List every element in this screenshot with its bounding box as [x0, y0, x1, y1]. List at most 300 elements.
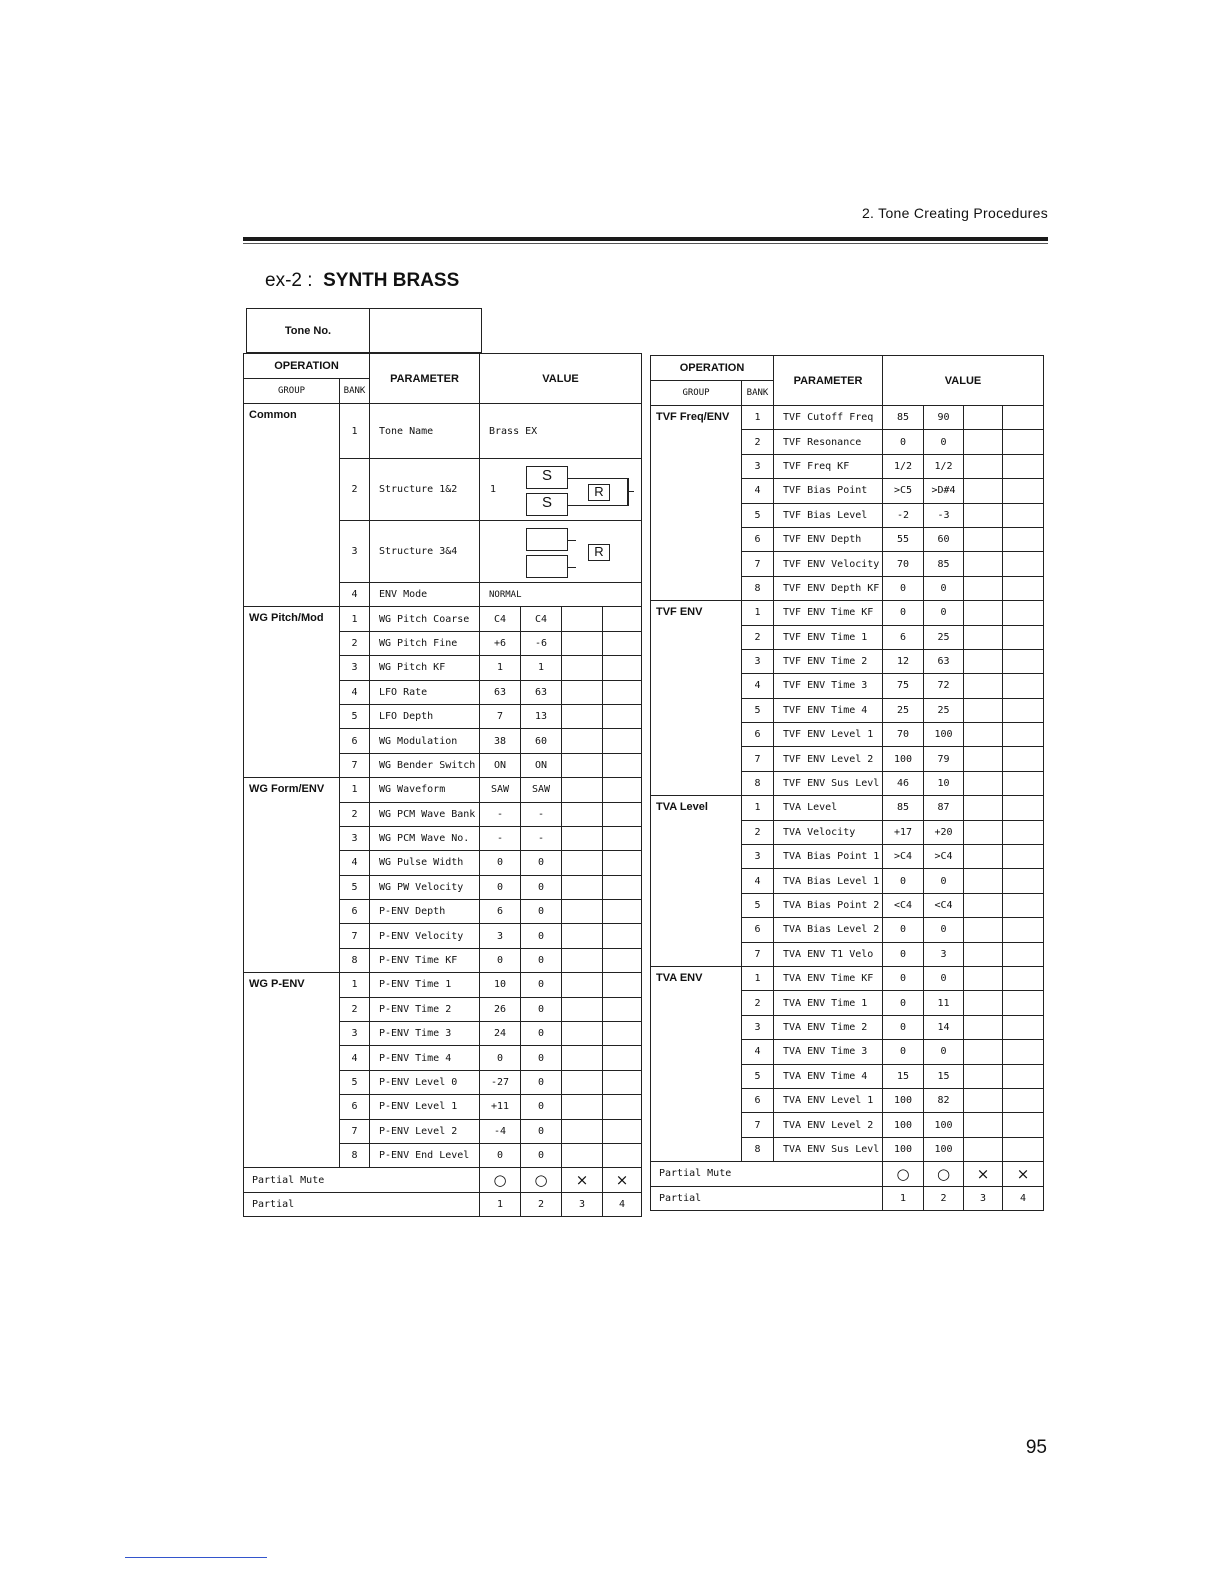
value-partial-1[interactable]: 0: [480, 1046, 521, 1070]
value-partial-3[interactable]: [562, 753, 603, 777]
value-partial-4[interactable]: [1003, 1088, 1044, 1112]
bank-cell: 2: [742, 625, 774, 649]
value-partial-1[interactable]: 46: [883, 771, 924, 795]
value-partial-4[interactable]: [1003, 869, 1044, 893]
value-partial-1[interactable]: 12: [883, 649, 924, 673]
value-partial-2[interactable]: 0: [521, 997, 562, 1021]
value-partial-3[interactable]: [964, 1088, 1003, 1112]
value-partial-2[interactable]: 0: [521, 1046, 562, 1070]
value-partial-4[interactable]: [603, 900, 642, 924]
bank-cell: 1: [742, 966, 774, 990]
value-partial-4[interactable]: [1003, 918, 1044, 942]
value-partial-1[interactable]: 100: [883, 1113, 924, 1137]
bank-cell: 7: [742, 552, 774, 576]
value-partial-2[interactable]: 100: [924, 1137, 964, 1161]
value-partial-2[interactable]: 0: [521, 1095, 562, 1119]
value-partial-1[interactable]: 63: [480, 680, 521, 704]
value-partial-1[interactable]: 100: [883, 747, 924, 771]
value-partial-3[interactable]: [562, 1046, 603, 1070]
param-cell: WG PCM Wave Bank: [370, 802, 480, 826]
value-partial-1[interactable]: -27: [480, 1070, 521, 1094]
structure-box-s-bottom: S: [526, 493, 568, 516]
partial-mute-toggle[interactable]: ○: [883, 1162, 924, 1186]
value-partial-3[interactable]: [562, 973, 603, 997]
value-partial-1[interactable]: 0: [883, 601, 924, 625]
value-partial-2[interactable]: 1: [521, 656, 562, 680]
value-partial-2[interactable]: 60: [521, 729, 562, 753]
value-partial-3[interactable]: [964, 771, 1003, 795]
partial-number: 1: [480, 1192, 521, 1216]
value-partial-2[interactable]: 0: [521, 924, 562, 948]
param-cell: TVA Bias Point 1: [774, 845, 883, 869]
value-partial-4[interactable]: [603, 778, 642, 802]
value-partial-4[interactable]: [1003, 1040, 1044, 1064]
value-partial-1[interactable]: 100: [883, 1088, 924, 1112]
value-partial-3[interactable]: [964, 966, 1003, 990]
value-partial-2[interactable]: 1/2: [924, 454, 964, 478]
value-partial-3[interactable]: [964, 649, 1003, 673]
param-cell: WG PW Velocity: [370, 875, 480, 899]
structure-connector: [568, 567, 576, 569]
value-partial-2[interactable]: <C4: [924, 893, 964, 917]
param-cell: P-ENV Velocity: [370, 924, 480, 948]
value-partial-3[interactable]: [964, 674, 1003, 698]
bank-cell: 1: [742, 601, 774, 625]
value-partial-1[interactable]: 70: [883, 723, 924, 747]
value-partial-4[interactable]: [603, 631, 642, 655]
partial-mute-toggle[interactable]: ×: [603, 1168, 642, 1192]
partial-mute-toggle[interactable]: ×: [964, 1162, 1003, 1186]
value-partial-4[interactable]: [1003, 1015, 1044, 1039]
value-partial-4[interactable]: [1003, 1064, 1044, 1088]
value-partial-2[interactable]: 0: [521, 900, 562, 924]
value-partial-2[interactable]: -: [521, 826, 562, 850]
value-partial-4[interactable]: [603, 607, 642, 631]
parameter-header: PARAMETER: [370, 354, 480, 404]
param-cell: P-ENV Time KF: [370, 948, 480, 972]
bank-cell: 1: [742, 406, 774, 430]
value-partial-4[interactable]: [1003, 479, 1044, 503]
value-partial-3[interactable]: [562, 729, 603, 753]
value-partial-1[interactable]: 6: [480, 900, 521, 924]
value-partial-4[interactable]: [1003, 698, 1044, 722]
value-partial-1[interactable]: -4: [480, 1119, 521, 1143]
bank-cell: 8: [742, 1137, 774, 1161]
value-partial-3[interactable]: [964, 479, 1003, 503]
value-partial-2[interactable]: >D#4: [924, 479, 964, 503]
value-partial-3[interactable]: [964, 820, 1003, 844]
value-partial-1[interactable]: 10: [480, 973, 521, 997]
value-partial-1[interactable]: 0: [883, 991, 924, 1015]
value-partial-2[interactable]: 90: [924, 406, 964, 430]
value-partial-2[interactable]: 3: [924, 942, 964, 966]
bank-cell: 5: [742, 503, 774, 527]
value-partial-4[interactable]: [603, 1119, 642, 1143]
value-partial-3[interactable]: [964, 454, 1003, 478]
value-partial-1[interactable]: 1/2: [883, 454, 924, 478]
partial-mute-toggle[interactable]: ○: [480, 1168, 521, 1192]
param-cell: TVA ENV Level 1: [774, 1088, 883, 1112]
value-partial-4[interactable]: [603, 656, 642, 680]
value-partial-1[interactable]: ON: [480, 753, 521, 777]
value-partial-3[interactable]: [964, 698, 1003, 722]
partial-number: 4: [603, 1192, 642, 1216]
param-cell: TVF Cutoff Freq: [774, 406, 883, 430]
structure-connector: [628, 491, 634, 493]
bank-cell: 6: [340, 900, 370, 924]
value-partial-4[interactable]: [1003, 723, 1044, 747]
value-partial-4[interactable]: [1003, 1137, 1044, 1161]
footer-link-line: [125, 1557, 267, 1558]
value-partial-2[interactable]: 85: [924, 552, 964, 576]
partial-mute-toggle[interactable]: ○: [521, 1168, 562, 1192]
value-partial-1[interactable]: 26: [480, 997, 521, 1021]
value-partial-3[interactable]: [964, 430, 1003, 454]
param-cell: WG PCM Wave No.: [370, 826, 480, 850]
value-partial-4[interactable]: [1003, 527, 1044, 551]
value-partial-1[interactable]: -: [480, 826, 521, 850]
bank-cell: 8: [340, 1143, 370, 1167]
value-partial-2[interactable]: 0: [521, 1070, 562, 1094]
group-header: GROUP: [651, 381, 742, 406]
value-partial-2[interactable]: 11: [924, 991, 964, 1015]
value-partial-3[interactable]: [562, 607, 603, 631]
value-partial-3[interactable]: [562, 826, 603, 850]
value-partial-3[interactable]: [562, 1070, 603, 1094]
value-partial-3[interactable]: [964, 918, 1003, 942]
value-partial-2[interactable]: 0: [924, 869, 964, 893]
value-partial-3[interactable]: [562, 875, 603, 899]
value-partial-1[interactable]: 38: [480, 729, 521, 753]
chapter-title: 2. Tone Creating Procedures: [861, 205, 1048, 221]
value-partial-4[interactable]: [603, 948, 642, 972]
structure-connector: [568, 505, 628, 507]
value-partial-4[interactable]: [1003, 771, 1044, 795]
bank-cell: 5: [340, 704, 370, 728]
value-partial-2[interactable]: 0: [521, 1119, 562, 1143]
value-partial-1[interactable]: 0: [883, 942, 924, 966]
value-partial-1[interactable]: +6: [480, 631, 521, 655]
value-partial-1[interactable]: 0: [883, 966, 924, 990]
value-partial-3[interactable]: [562, 924, 603, 948]
param-cell: WG Pulse Width: [370, 851, 480, 875]
value-header: VALUE: [480, 354, 642, 404]
bank-cell: 3: [742, 649, 774, 673]
value-partial-1[interactable]: 0: [883, 576, 924, 600]
value-partial-3[interactable]: [562, 1095, 603, 1119]
value-partial-3[interactable]: [562, 1143, 603, 1167]
param-cell: TVA ENV T1 Velo: [774, 942, 883, 966]
group-common: Common: [244, 404, 340, 607]
value-partial-4[interactable]: [603, 1143, 642, 1167]
env-mode-value[interactable]: NORMAL: [480, 583, 642, 607]
value-partial-4[interactable]: [1003, 893, 1044, 917]
value-partial-1[interactable]: +17: [883, 820, 924, 844]
table-row: [651, 966, 1044, 990]
value-partial-2[interactable]: 0: [521, 1022, 562, 1046]
value-partial-2[interactable]: 0: [521, 875, 562, 899]
value-partial-4[interactable]: [603, 1022, 642, 1046]
param-cell: TVA ENV Time 2: [774, 1015, 883, 1039]
value-partial-1[interactable]: 0: [883, 918, 924, 942]
structure-12-value[interactable]: [480, 459, 642, 521]
value-partial-4[interactable]: [1003, 1113, 1044, 1137]
value-partial-1[interactable]: 6: [883, 625, 924, 649]
tone-name-value[interactable]: Brass EX: [480, 404, 642, 459]
bank-cell: 4: [742, 674, 774, 698]
value-partial-3[interactable]: [562, 948, 603, 972]
value-partial-1[interactable]: 75: [883, 674, 924, 698]
param-cell: TVF ENV Time 2: [774, 649, 883, 673]
value-partial-3[interactable]: [964, 503, 1003, 527]
value-partial-4[interactable]: [1003, 845, 1044, 869]
bank-cell: 5: [742, 698, 774, 722]
value-partial-4[interactable]: [1003, 942, 1044, 966]
group-label: WG P-ENV: [244, 973, 340, 1168]
value-partial-2[interactable]: -3: [924, 503, 964, 527]
value-partial-4[interactable]: [603, 1046, 642, 1070]
value-partial-2[interactable]: 63: [521, 680, 562, 704]
value-partial-4[interactable]: [1003, 430, 1044, 454]
value-partial-4[interactable]: [603, 826, 642, 850]
value-partial-3[interactable]: [562, 1022, 603, 1046]
value-partial-3[interactable]: [562, 851, 603, 875]
value-partial-3[interactable]: [562, 680, 603, 704]
value-partial-1[interactable]: -2: [883, 503, 924, 527]
value-partial-1[interactable]: 25: [883, 698, 924, 722]
value-partial-1[interactable]: 0: [883, 430, 924, 454]
value-partial-2[interactable]: 63: [924, 649, 964, 673]
partial-mute-toggle[interactable]: ×: [1003, 1162, 1044, 1186]
value-partial-4[interactable]: [603, 704, 642, 728]
partial-number: 3: [964, 1186, 1003, 1210]
value-partial-1[interactable]: 0: [480, 875, 521, 899]
value-partial-2[interactable]: ON: [521, 753, 562, 777]
value-partial-3[interactable]: [562, 802, 603, 826]
value-partial-2[interactable]: 0: [924, 1040, 964, 1064]
partial-number: 1: [883, 1186, 924, 1210]
value-partial-1[interactable]: 1: [480, 656, 521, 680]
value-partial-2[interactable]: 0: [924, 601, 964, 625]
value-partial-4[interactable]: [603, 875, 642, 899]
value-partial-3[interactable]: [964, 893, 1003, 917]
value-partial-3[interactable]: [964, 625, 1003, 649]
value-partial-1[interactable]: >C5: [883, 479, 924, 503]
value-partial-1[interactable]: -: [480, 802, 521, 826]
value-partial-2[interactable]: +20: [924, 820, 964, 844]
value-partial-4[interactable]: [1003, 796, 1044, 820]
value-partial-4[interactable]: [603, 851, 642, 875]
value-partial-3[interactable]: [964, 869, 1003, 893]
section-title: [265, 270, 459, 292]
header-rule: [243, 237, 1048, 241]
value-partial-1[interactable]: 7: [480, 704, 521, 728]
partial-mute-toggle[interactable]: ×: [562, 1168, 603, 1192]
value-partial-3[interactable]: [964, 576, 1003, 600]
value-partial-2[interactable]: 0: [521, 948, 562, 972]
value-partial-1[interactable]: >C4: [883, 845, 924, 869]
bank-cell: 6: [340, 729, 370, 753]
value-partial-2[interactable]: 0: [521, 851, 562, 875]
value-partial-2[interactable]: 87: [924, 796, 964, 820]
value-partial-1[interactable]: 0: [883, 869, 924, 893]
value-partial-4[interactable]: [1003, 649, 1044, 673]
value-partial-2[interactable]: 0: [924, 918, 964, 942]
value-partial-4[interactable]: [1003, 503, 1044, 527]
left-parameter-table: [243, 353, 642, 1217]
value-partial-1[interactable]: SAW: [480, 778, 521, 802]
value-partial-3[interactable]: [964, 845, 1003, 869]
value-partial-4[interactable]: [1003, 991, 1044, 1015]
value-partial-1[interactable]: 15: [883, 1064, 924, 1088]
value-partial-3[interactable]: [562, 656, 603, 680]
operation-header: OPERATION: [651, 356, 774, 381]
value-partial-4[interactable]: [1003, 966, 1044, 990]
value-partial-3[interactable]: [562, 1119, 603, 1143]
value-partial-3[interactable]: [964, 747, 1003, 771]
value-partial-1[interactable]: 0: [883, 1040, 924, 1064]
value-partial-1[interactable]: 0: [480, 948, 521, 972]
value-partial-4[interactable]: [603, 1095, 642, 1119]
value-partial-4[interactable]: [1003, 674, 1044, 698]
param-cell: TVA Bias Point 2: [774, 893, 883, 917]
value-partial-4[interactable]: [1003, 625, 1044, 649]
value-partial-2[interactable]: 60: [924, 527, 964, 551]
group-label: TVA Level: [651, 796, 742, 967]
value-partial-4[interactable]: [603, 997, 642, 1021]
value-partial-2[interactable]: 72: [924, 674, 964, 698]
value-partial-2[interactable]: -: [521, 802, 562, 826]
value-partial-1[interactable]: 100: [883, 1137, 924, 1161]
table-row: [244, 778, 642, 802]
bank-cell: 1: [340, 973, 370, 997]
value-partial-1[interactable]: 85: [883, 796, 924, 820]
tone-no-label: Tone No.: [247, 309, 370, 353]
param-cell: P-ENV Time 3: [370, 1022, 480, 1046]
value-partial-3[interactable]: [562, 997, 603, 1021]
value-partial-3[interactable]: [964, 723, 1003, 747]
param-cell: TVA Bias Level 1: [774, 869, 883, 893]
value-partial-2[interactable]: 100: [924, 723, 964, 747]
value-partial-3[interactable]: [562, 704, 603, 728]
value-partial-3[interactable]: [964, 552, 1003, 576]
value-partial-2[interactable]: 14: [924, 1015, 964, 1039]
value-partial-3[interactable]: [964, 1113, 1003, 1137]
value-partial-1[interactable]: 70: [883, 552, 924, 576]
partial-mute-toggle[interactable]: ○: [924, 1162, 964, 1186]
partial-mute-row: [244, 1168, 642, 1192]
value-partial-4[interactable]: [1003, 576, 1044, 600]
value-partial-4[interactable]: [603, 680, 642, 704]
value-partial-1[interactable]: C4: [480, 607, 521, 631]
bank-cell: 6: [742, 1088, 774, 1112]
value-partial-1[interactable]: 0: [883, 1015, 924, 1039]
value-partial-1[interactable]: 85: [883, 406, 924, 430]
value-partial-2[interactable]: 0: [521, 973, 562, 997]
bank-cell: 8: [742, 576, 774, 600]
value-partial-1[interactable]: 0: [480, 851, 521, 875]
value-partial-2[interactable]: 25: [924, 625, 964, 649]
structure-12-number: 1: [490, 483, 497, 495]
value-partial-1[interactable]: 24: [480, 1022, 521, 1046]
value-partial-1[interactable]: 55: [883, 527, 924, 551]
value-partial-3[interactable]: [964, 527, 1003, 551]
value-partial-4[interactable]: [1003, 601, 1044, 625]
value-partial-2[interactable]: 15: [924, 1064, 964, 1088]
value-partial-2[interactable]: 13: [521, 704, 562, 728]
structure-connector: [568, 478, 628, 480]
bank-cell: 2: [340, 631, 370, 655]
param-structure-34: Structure 3&4: [370, 521, 480, 583]
structure-34-value[interactable]: [480, 521, 642, 583]
value-partial-4[interactable]: [603, 973, 642, 997]
param-structure-12: Structure 1&2: [370, 459, 480, 521]
bank-cell: 5: [742, 893, 774, 917]
value-partial-4[interactable]: [1003, 747, 1044, 771]
value-partial-1[interactable]: 3: [480, 924, 521, 948]
bank-cell: 3: [340, 656, 370, 680]
value-partial-2[interactable]: SAW: [521, 778, 562, 802]
value-partial-4[interactable]: [1003, 406, 1044, 430]
value-partial-1[interactable]: +11: [480, 1095, 521, 1119]
value-partial-2[interactable]: 0: [924, 430, 964, 454]
param-cell: P-ENV Time 4: [370, 1046, 480, 1070]
value-partial-3[interactable]: [964, 601, 1003, 625]
bank-cell: 5: [742, 1064, 774, 1088]
bank-cell: 6: [742, 527, 774, 551]
value-partial-3[interactable]: [562, 631, 603, 655]
value-partial-2[interactable]: >C4: [924, 845, 964, 869]
value-partial-4[interactable]: [1003, 820, 1044, 844]
value-partial-3[interactable]: [964, 942, 1003, 966]
value-partial-3[interactable]: [964, 1040, 1003, 1064]
group-label: WG Form/ENV: [244, 778, 340, 973]
value-partial-3[interactable]: [562, 778, 603, 802]
param-cell: TVF ENV Level 1: [774, 723, 883, 747]
value-partial-2[interactable]: 10: [924, 771, 964, 795]
value-partial-2[interactable]: 0: [924, 966, 964, 990]
value-partial-2[interactable]: 25: [924, 698, 964, 722]
value-partial-2[interactable]: C4: [521, 607, 562, 631]
value-partial-2[interactable]: 0: [521, 1143, 562, 1167]
value-partial-3[interactable]: [964, 406, 1003, 430]
value-partial-4[interactable]: [603, 729, 642, 753]
value-partial-3[interactable]: [964, 1015, 1003, 1039]
tone-no-value[interactable]: [370, 309, 482, 353]
value-partial-2[interactable]: 82: [924, 1088, 964, 1112]
param-cell: TVF ENV Time 3: [774, 674, 883, 698]
value-partial-2[interactable]: 100: [924, 1113, 964, 1137]
value-partial-3[interactable]: [964, 1064, 1003, 1088]
value-partial-2[interactable]: -6: [521, 631, 562, 655]
value-partial-3[interactable]: [964, 796, 1003, 820]
value-partial-2[interactable]: 0: [924, 576, 964, 600]
value-partial-4[interactable]: [603, 1070, 642, 1094]
value-partial-2[interactable]: 79: [924, 747, 964, 771]
value-partial-4[interactable]: [603, 924, 642, 948]
value-partial-4[interactable]: [603, 753, 642, 777]
value-partial-4[interactable]: [603, 802, 642, 826]
value-partial-1[interactable]: <C4: [883, 893, 924, 917]
value-partial-3[interactable]: [964, 1137, 1003, 1161]
value-partial-3[interactable]: [562, 900, 603, 924]
bank-cell: 2: [340, 459, 370, 521]
value-partial-1[interactable]: 0: [480, 1143, 521, 1167]
value-partial-4[interactable]: [1003, 552, 1044, 576]
value-partial-4[interactable]: [1003, 454, 1044, 478]
value-partial-3[interactable]: [964, 991, 1003, 1015]
partial-row: [244, 1192, 642, 1216]
